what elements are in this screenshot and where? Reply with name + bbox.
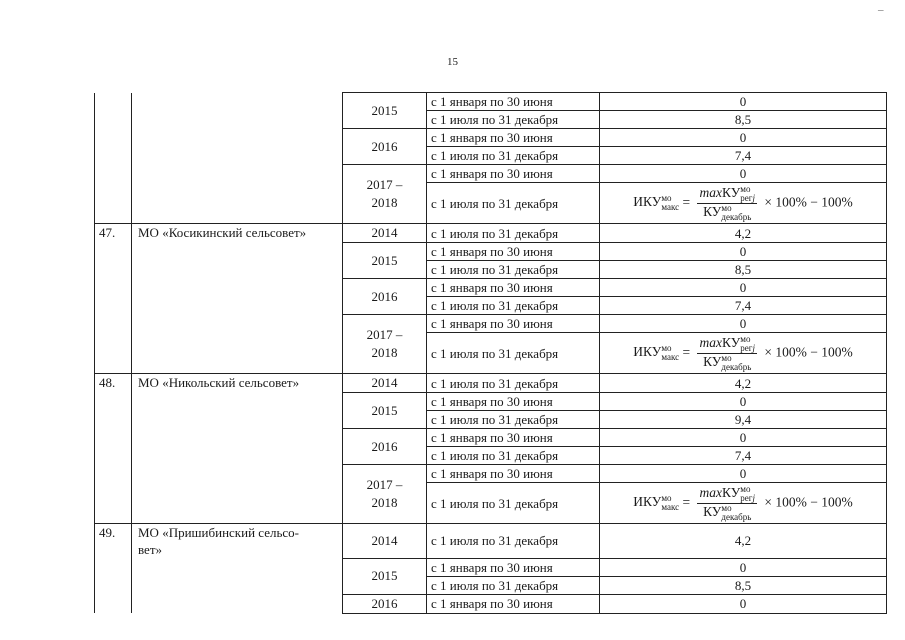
period-cell: с 1 января по 30 июня bbox=[427, 279, 600, 297]
period-cell: с 1 января по 30 июня bbox=[427, 93, 600, 111]
row-number: 49. bbox=[95, 524, 132, 559]
row-number bbox=[95, 483, 132, 524]
row-number bbox=[95, 111, 132, 129]
table-row bbox=[95, 111, 887, 129]
formula-fraction: maxКУ мо регj КУ мо декабрь bbox=[699, 183, 755, 222]
index-value: 0 bbox=[600, 279, 887, 297]
row-number bbox=[95, 447, 132, 465]
year-cell: 2015 bbox=[343, 558, 427, 594]
municipality-name bbox=[132, 93, 343, 111]
index-value: 7,4 bbox=[600, 447, 887, 465]
municipality-name bbox=[132, 465, 343, 483]
formula-lhs: ИКУ мо макс bbox=[633, 193, 680, 212]
index-value: 0 bbox=[600, 558, 887, 576]
table-row bbox=[95, 465, 887, 483]
municipality-name: МО «Никольский сельсовет» bbox=[132, 374, 343, 393]
period-cell: с 1 января по 30 июня bbox=[427, 129, 600, 147]
row-number bbox=[95, 558, 132, 576]
period-cell: с 1 июля по 31 декабря bbox=[427, 483, 600, 524]
index-value: 0 bbox=[600, 129, 887, 147]
municipality-name bbox=[132, 594, 343, 613]
municipality-name bbox=[132, 111, 343, 129]
period-cell: с 1 января по 30 июня bbox=[427, 165, 600, 183]
municipality-name bbox=[132, 297, 343, 315]
index-formula: ИКУ мо макс = maxКУ мо регj КУ мо декабрь × 100% − 100% bbox=[600, 483, 887, 524]
table-row bbox=[95, 129, 887, 147]
row-number bbox=[95, 129, 132, 147]
index-value: 0 bbox=[600, 165, 887, 183]
table-row bbox=[95, 93, 887, 111]
row-number bbox=[95, 279, 132, 297]
year-cell: 2016 bbox=[343, 594, 427, 613]
municipality-name bbox=[132, 411, 343, 429]
period-cell: с 1 июля по 31 декабря bbox=[427, 411, 600, 429]
period-cell: с 1 января по 30 июня bbox=[427, 393, 600, 411]
index-value: 4,2 bbox=[600, 374, 887, 393]
index-value: 8,5 bbox=[600, 576, 887, 594]
index-value: 9,4 bbox=[600, 411, 887, 429]
table-row bbox=[95, 224, 887, 243]
period-cell: с 1 июля по 31 декабря bbox=[427, 297, 600, 315]
index-value: 0 bbox=[600, 429, 887, 447]
formula-fraction: maxКУ мо регj КУ мо декабрь bbox=[699, 333, 755, 372]
index-value: 0 bbox=[600, 243, 887, 261]
year-cell: 2014 bbox=[343, 374, 427, 393]
formula-lhs: ИКУ мо макс bbox=[633, 493, 680, 512]
table-row bbox=[95, 333, 887, 374]
year-cell: 2017 – 2018 bbox=[343, 315, 427, 374]
row-number bbox=[95, 297, 132, 315]
period-cell: с 1 июля по 31 декабря bbox=[427, 183, 600, 224]
index-value: 8,5 bbox=[600, 111, 887, 129]
municipality-name bbox=[132, 483, 343, 524]
row-number bbox=[95, 165, 132, 183]
municipality-name bbox=[132, 333, 343, 374]
row-number bbox=[95, 333, 132, 374]
period-cell: с 1 июля по 31 декабря bbox=[427, 447, 600, 465]
index-value: 7,4 bbox=[600, 147, 887, 165]
period-cell: с 1 июля по 31 декабря bbox=[427, 524, 600, 559]
year-cell: 2016 bbox=[343, 129, 427, 165]
period-cell: с 1 июля по 31 декабря bbox=[427, 374, 600, 393]
year-cell: 2014 bbox=[343, 524, 427, 559]
table-row bbox=[95, 594, 887, 613]
index-formula: ИКУ мо макс = maxКУ мо регj КУ мо декабрь × 100% − 100% bbox=[600, 183, 887, 224]
table-row bbox=[95, 447, 887, 465]
period-cell: с 1 января по 30 июня bbox=[427, 594, 600, 613]
page-number: 15 bbox=[447, 56, 458, 68]
municipality-name bbox=[132, 183, 343, 224]
formula-fraction: maxКУ мо регj КУ мо декабрь bbox=[699, 483, 755, 522]
table-row bbox=[95, 558, 887, 576]
table-row bbox=[95, 429, 887, 447]
row-number bbox=[95, 411, 132, 429]
municipality-name bbox=[132, 576, 343, 594]
municipality-name bbox=[132, 279, 343, 297]
table-row bbox=[95, 411, 887, 429]
period-cell: с 1 июля по 31 декабря bbox=[427, 111, 600, 129]
tariff-table bbox=[94, 92, 887, 614]
table-row bbox=[95, 393, 887, 411]
row-number bbox=[95, 183, 132, 224]
index-value: 4,2 bbox=[600, 224, 887, 243]
table-row bbox=[95, 374, 887, 393]
municipality-name bbox=[132, 393, 343, 411]
municipality-name: МО «Косикинский сельсовет» bbox=[132, 224, 343, 243]
municipality-name bbox=[132, 129, 343, 147]
index-value: 0 bbox=[600, 393, 887, 411]
year-cell: 2017 – 2018 bbox=[343, 165, 427, 224]
period-cell: с 1 января по 30 июня bbox=[427, 558, 600, 576]
table-row bbox=[95, 147, 887, 165]
table-row bbox=[95, 279, 887, 297]
table-row bbox=[95, 483, 887, 524]
year-cell: 2016 bbox=[343, 279, 427, 315]
table-row bbox=[95, 165, 887, 183]
period-cell: с 1 июля по 31 декабря bbox=[427, 333, 600, 374]
municipality-name bbox=[132, 447, 343, 465]
period-cell: с 1 июля по 31 декабря bbox=[427, 147, 600, 165]
table-row bbox=[95, 183, 887, 224]
year-cell: 2017 – 2018 bbox=[343, 465, 427, 524]
municipality-name bbox=[132, 165, 343, 183]
index-value: 8,5 bbox=[600, 261, 887, 279]
municipality-name bbox=[132, 429, 343, 447]
row-number bbox=[95, 393, 132, 411]
table-row bbox=[95, 315, 887, 333]
period-cell: с 1 января по 30 июня bbox=[427, 315, 600, 333]
table-row bbox=[95, 524, 887, 559]
row-number bbox=[95, 261, 132, 279]
index-formula: ИКУ мо макс = maxКУ мо регj КУ мо декабрь × 100% − 100% bbox=[600, 333, 887, 374]
table-row bbox=[95, 243, 887, 261]
row-number bbox=[95, 243, 132, 261]
municipality-name bbox=[132, 315, 343, 333]
row-number bbox=[95, 576, 132, 594]
row-number bbox=[95, 465, 132, 483]
year-cell: 2015 bbox=[343, 393, 427, 429]
index-value: 0 bbox=[600, 315, 887, 333]
row-number bbox=[95, 93, 132, 111]
row-number bbox=[95, 594, 132, 613]
period-cell: с 1 июля по 31 декабря bbox=[427, 261, 600, 279]
period-cell: с 1 января по 30 июня bbox=[427, 429, 600, 447]
period-cell: с 1 июля по 31 декабря bbox=[427, 224, 600, 243]
row-number bbox=[95, 315, 132, 333]
row-number bbox=[95, 147, 132, 165]
table-row bbox=[95, 261, 887, 279]
row-number: 47. bbox=[95, 224, 132, 243]
index-value: 0 bbox=[600, 465, 887, 483]
municipality-name: МО «Пришибинский сельсо- вет» bbox=[132, 524, 343, 559]
year-cell: 2015 bbox=[343, 93, 427, 129]
row-number bbox=[95, 429, 132, 447]
municipality-name bbox=[132, 558, 343, 576]
municipality-name bbox=[132, 261, 343, 279]
municipality-name bbox=[132, 147, 343, 165]
table-row bbox=[95, 576, 887, 594]
row-number: 48. bbox=[95, 374, 132, 393]
scan-mark: – bbox=[878, 4, 884, 16]
year-cell: 2015 bbox=[343, 243, 427, 279]
period-cell: с 1 января по 30 июня bbox=[427, 243, 600, 261]
index-value: 4,2 bbox=[600, 524, 887, 559]
year-cell: 2014 bbox=[343, 224, 427, 243]
municipality-name bbox=[132, 243, 343, 261]
index-value: 0 bbox=[600, 594, 887, 613]
index-value: 7,4 bbox=[600, 297, 887, 315]
index-value: 0 bbox=[600, 93, 887, 111]
formula-lhs: ИКУ мо макс bbox=[633, 343, 680, 362]
period-cell: с 1 января по 30 июня bbox=[427, 465, 600, 483]
table-row bbox=[95, 297, 887, 315]
period-cell: с 1 июля по 31 декабря bbox=[427, 576, 600, 594]
year-cell: 2016 bbox=[343, 429, 427, 465]
